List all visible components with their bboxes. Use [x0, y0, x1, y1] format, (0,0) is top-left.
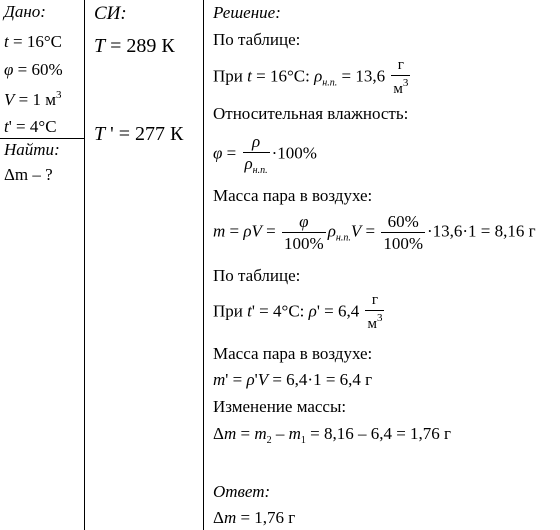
mass-vapor-label-2: Масса пара в воздухе: [213, 344, 373, 363]
si-temperature-2: T ' = 277 К [94, 123, 184, 145]
given-find-divider [0, 138, 84, 139]
mass-change-label: Изменение массы: [213, 397, 347, 416]
phi-fraction: $\frac{\varphi}{100\%}$ [284, 212, 324, 253]
si-temperature: T = 289 К [94, 35, 175, 57]
answer-header: Ответ: [213, 482, 271, 501]
given-volume: V = 1 $м^3$ [4, 89, 62, 109]
mass-vapor-label-1: Масса пара в воздухе: [213, 186, 373, 205]
given-phi: φ = 60% [4, 60, 63, 79]
by-table-2: По таблице: [213, 266, 301, 285]
given-t: t = 16°C [4, 32, 62, 51]
find-what: Δm – ? [4, 165, 53, 184]
by-table-1: По таблице: [213, 30, 301, 49]
saturated-density-line-2: При t' = 4°C: ρ' = 6,4 $\frac{г}{м^3}$ [213, 292, 383, 332]
relative-humidity-formula: φ = ρ $\rho_{н.п.}$ ·100% [213, 132, 317, 176]
solution-header: Решение: [213, 3, 281, 22]
column-divider-left [84, 0, 85, 530]
unit-fraction-1: $\frac{г}{м^3}$ [393, 57, 409, 97]
si-header: СИ: [94, 3, 127, 24]
saturated-density-line-1: При t = 16°C: $\rho_{н.п.} = 13,6$ $\frac{г}{м^3}$ [213, 57, 409, 97]
find-header: Найти: [4, 140, 60, 159]
given-t2: t' = 4°C [4, 117, 57, 136]
mass-vapor-formula-2: m' = ρ'V = 6,4·1 = 6,4 г [213, 370, 373, 389]
humidity-fraction: ρ $\rho_{н.п.}$ [244, 132, 268, 176]
answer-value: Δm = 1,76 г [213, 508, 296, 527]
column-divider-right [203, 0, 204, 530]
percent-fraction: $\frac{60\%}{100\%}$ [383, 212, 423, 253]
mass-vapor-formula-1: m = ρV = $\frac{\varphi}{100\%}$ $\rho_{н.п.}V$ = $\frac{60\%}{100\%}$ ·13,6·1 = 8,16 г [213, 212, 536, 253]
given-header: Дано: [4, 2, 46, 21]
relative-humidity-label: Относительная влажность: [213, 104, 409, 123]
mass-change-formula: $\Delta m = m_2 - m_1 = 8,16 - 6,4 = 1,76$ г [213, 424, 452, 446]
unit-fraction-2: $\frac{г}{м^3}$ [367, 292, 383, 332]
